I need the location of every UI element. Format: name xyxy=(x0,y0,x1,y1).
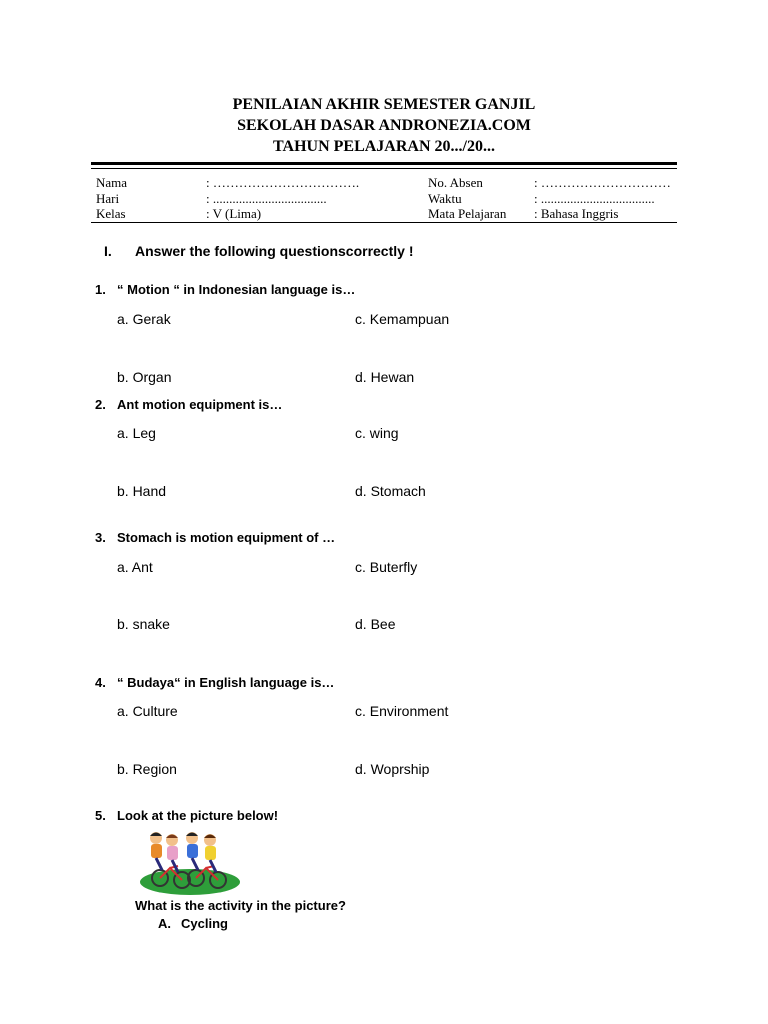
q3-option-b: b. snake xyxy=(117,616,170,632)
info-label-kelas: Kelas xyxy=(96,206,126,221)
info-value-mapel: : Bahasa Inggris xyxy=(534,206,619,221)
info-value-nama: : ……………………………. xyxy=(206,175,360,190)
section-number: I. xyxy=(104,243,112,259)
question-3-text: Stomach is motion equipment of … xyxy=(117,530,336,545)
question-5-subquestion: What is the activity in the picture? xyxy=(135,898,346,913)
question-1 xyxy=(95,282,355,297)
header-title-line1: PENILAIAN AKHIR SEMESTER GANJIL xyxy=(232,96,536,113)
q4-option-a: a. Culture xyxy=(117,703,178,719)
q2-option-b: b. Hand xyxy=(117,483,167,499)
question-4 xyxy=(95,675,334,690)
q2-option-d: d. Stomach xyxy=(355,483,426,499)
q1-option-b: b. Organ xyxy=(117,369,172,385)
q4-option-c: c. Environment xyxy=(355,703,449,719)
question-3-number: 3. xyxy=(95,530,106,545)
question-3 xyxy=(95,530,335,545)
header-title-line3: TAHUN PELAJARAN 20.../20... xyxy=(273,138,495,155)
question-5 xyxy=(95,808,278,823)
info-value-kelas: : V (Lima) xyxy=(206,206,262,221)
question-4-text: “ Budaya“ in English language is… xyxy=(117,675,335,690)
q4-option-d: d. Woprship xyxy=(355,761,430,777)
info-value-waktu: : ................................... xyxy=(534,191,655,206)
info-label-hari: Hari xyxy=(96,191,120,206)
header-divider-thin xyxy=(91,168,677,169)
q4-option-b: b. Region xyxy=(117,761,177,777)
question-5-answer xyxy=(158,916,228,931)
question-5-text: Look at the picture below! xyxy=(117,808,279,823)
info-value-hari: : ................................... xyxy=(206,191,327,206)
q3-option-d: d. Bee xyxy=(355,616,396,632)
info-label-absen: No. Absen xyxy=(428,175,483,190)
info-label-nama: Nama xyxy=(96,175,128,190)
info-divider-bottom xyxy=(91,222,677,223)
q2-option-a: a. Leg xyxy=(117,425,156,441)
question-5-answer-text: Cycling xyxy=(181,916,228,931)
section-title: Answer the following questionscorrectly ! xyxy=(135,243,414,259)
question-2-text: Ant motion equipment is… xyxy=(117,397,283,412)
q2-option-c: c. wing xyxy=(355,425,399,441)
question-5-answer-letter: A. xyxy=(158,916,171,931)
question-4-number: 4. xyxy=(95,675,106,690)
info-value-absen: : ………………………… xyxy=(534,175,671,190)
q1-option-d: d. Hewan xyxy=(355,369,415,385)
header-divider-thick xyxy=(91,162,677,165)
question-5-number: 5. xyxy=(95,808,106,823)
question-1-number: 1. xyxy=(95,282,106,297)
q1-option-c: c. Kemampuan xyxy=(355,311,450,327)
children-cycling-illustration xyxy=(138,826,242,896)
question-2-number: 2. xyxy=(95,397,106,412)
q3-option-c: c. Buterfly xyxy=(355,559,418,575)
question-1-text: “ Motion “ in Indonesian language is… xyxy=(117,282,356,297)
header-title-line2: SEKOLAH DASAR ANDRONEZIA.COM xyxy=(237,117,531,134)
q1-option-a: a. Gerak xyxy=(117,311,171,327)
question-2 xyxy=(95,397,282,412)
info-label-mapel: Mata Pelajaran xyxy=(428,206,507,221)
q3-option-a: a. Ant xyxy=(117,559,153,575)
info-label-waktu: Waktu xyxy=(428,191,462,206)
section-heading xyxy=(104,243,413,259)
